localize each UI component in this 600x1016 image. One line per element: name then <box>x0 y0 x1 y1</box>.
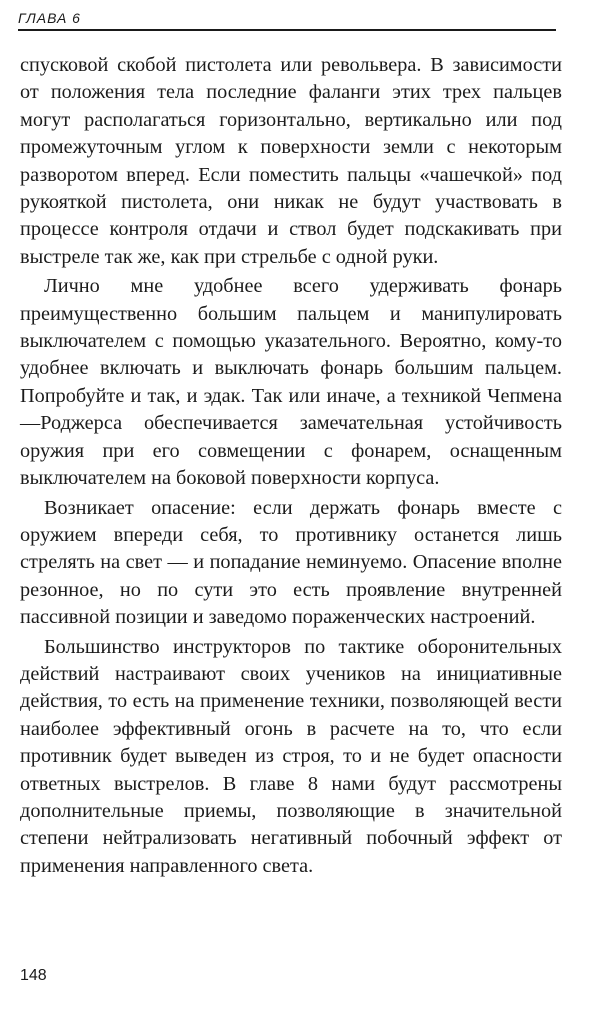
paragraph-3: Возникает опасение: если держать фонарь вместе с оружием впереди себя, то противнику останется лишь стрелять на свет — и попадание неминуемо. Опасение вполне резонное, но по сути это есть проявление внутренней пассивной позиции и заведомо пораженческих настроений. <box>20 496 562 629</box>
paragraph-2: Лично мне удобнее всего удерживать фонарь преимущественно большим пальцем и манипулировать выключателем с помощью указательного. Вероятно, кому-то удобнее включать и выключать фонарь большим пальцем. Попробуйте и так, и эдак. Так или иначе, а техникой Чепмена—Роджерса обеспечивается замечательная устойчивость оружия при его совмещении с фонарем, оснащенным выключателем на боковой поверхности корпуса. <box>20 275 562 490</box>
page-number: 148 <box>20 967 47 984</box>
running-head: ГЛАВА 6 <box>18 10 81 26</box>
header-rule <box>18 29 556 31</box>
paragraph-1: спусковой скобой пистолета или револьвера. В зависимости от положения тела последние фаланги этих трех пальцев могут располагаться горизонтально, вертикально или под промежуточным углом к поверхности земли с некоторым разворотом вперед. Если поместить пальцы «чашечкой» под рукояткой пистолета, они никак не будут участвовать в процессе контроля отдачи и ствол будет подскакивать при выстреле так же, как при стрельбе с одной руки. <box>20 54 562 268</box>
body-text <box>20 52 562 882</box>
paragraph-4: Большинство инструкторов по тактике оборонительных действий настраивают своих учеников на инициативные действия, то есть на применение техники, позволяющей вести наиболее эффективный огонь в расчете на то, что если противник будет выведен из строя, то и не будет опасности ответных выстрелов. В главе 8 нами будут рассмотрены дополнительные приемы, позволяющие в значительной степени нейтрализовать негативный побочный эффект от применения направленного света. <box>20 635 562 877</box>
